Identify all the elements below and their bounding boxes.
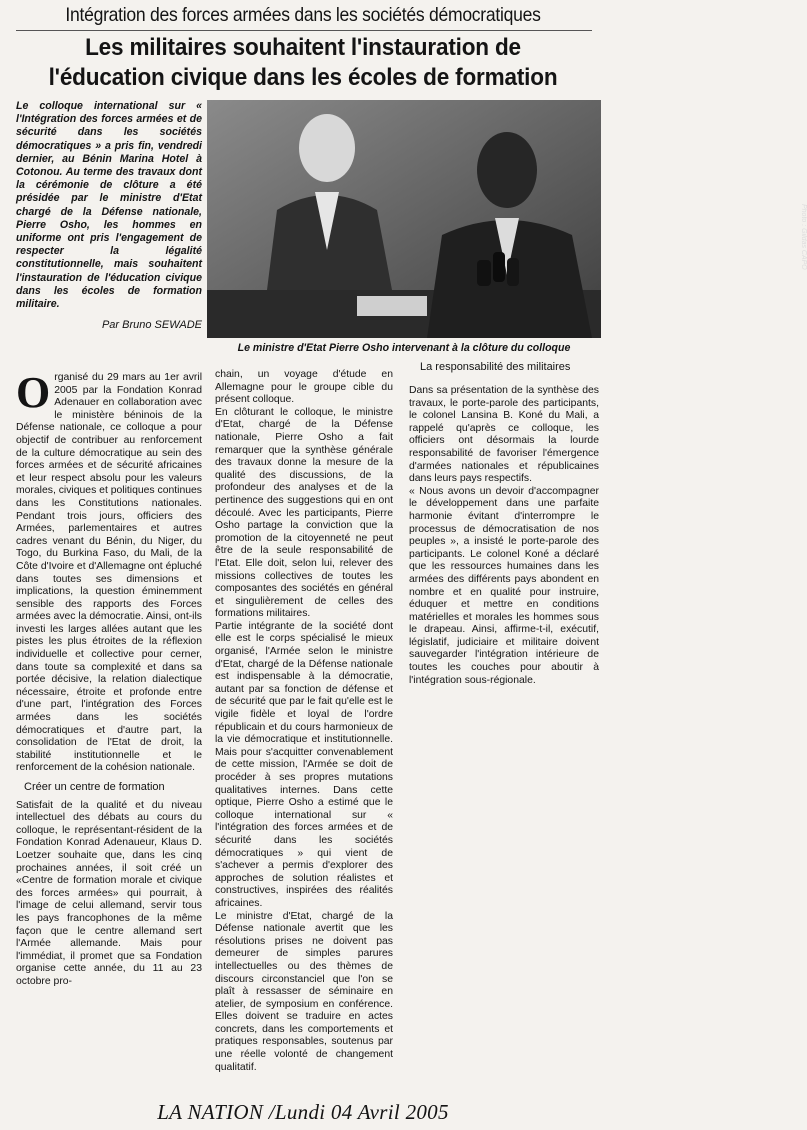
column-3 [409,385,599,687]
section-subhead: La responsabilité des militaires [420,361,571,373]
paragraph: chain, un voyage d'étude en Allemagne pour le groupe cible du présent colloque. [215,369,393,406]
column-2 [215,369,393,1074]
paragraph-text: rganisé du 29 mars au 1er avril 2005 par la Fondation Konrad Adenauer en collaboration avec le ministère béninois de la Défense nationale, ce colloque a pour objectif de contribuer au renforcement de la culture démocratique au sein des forces armées et de sécurité africaines et leur respect absolu pour les valeurs morales, civiques et politiques continues dans les Constitutions nationales. Pendant trois jours, officiers des Armées, parlementaires et autres cadres venant du Bénin, du Niger, du Togo, du Burkina Faso, du Mali, de la Côte d'Ivoire et d'Allemagne ont épluché dans toutes ses dimensions et implications, la question éminemment sensible des rapports des Forces armées avec la démocratie. Ainsi, ont-ils investi les larges allées autant que les pistes les plus étroites de la réflexion individuelle et collective pour cerner, dans toute sa complexité et dans sa portée décisive, la relation dialectique nécessaire, étroite et profonde entre d'une part, l'intégration des Forces armées dans les sociétés démocratiques et d'autre part, la consolidation de l'Etat de droit, la stabilité institutionnelle et le renforcement de la cohésion nationale. [16,372,202,774]
paragraph: « Nous avons un devoir d'accompagner le développement dans une parfaite harmonie évitant d'interrompre le processus de démocratisation de nos peuples », a insisté le porte-parole des participants. Le colonel Koné a déclaré que les ressources humaines dans les armées des différents pays abondent en nombre et en qualité pour instruire, éduquer et mettre en conditions matérielles et morales les hommes sous le drapeau. Ainsi, affirme-t-il, exécutif, législatif, judiciaire et militaire doivent sauvegarder l'intégration intérieure de toutes les couches pour aboutir à l'intégration sous-régionale. [409,485,599,686]
column-1 [16,368,202,989]
article-photo [207,100,807,338]
newspaper-footer: LA NATION /Lundi 04 Avril 2005 [157,1100,449,1124]
headline-line-1: Les militaires souhaitent l'instauration de [85,34,521,61]
article-byline: Par Bruno SEWADE [101,319,202,331]
headline-line-2: l'éducation civique dans les écoles de formation [48,64,558,91]
article-kicker: Intégration des forces armées dans les sociétés démocratiques [65,4,541,26]
paragraph: Satisfait de la qualité et du niveau intellectuel des débats au cours du colloque, le représentant-résident de la Fondation Konrad Adenaueur, Klaus D. Loetzer souhaite que, dans les cinq prochaines années, il soit créé un «Centre de formation morale et civique des forces armées» qui pourrait, à l'image de celui allemand, servir tous les pays francophones de la même façon que le centre allemand sert l'Armée allemande. Mais pour l'immédiat, il promet que sa Fondation organise cette année, du 11 au 23 octobre pro- [16,799,202,987]
article-lead: Le colloque international sur « l'Intégration des forces armées et de sécurité dans les sociétés démocratiques » a pris fin, vendredi dernier, au Bénin Marina Hotel à Cotonou. Au terme des travaux dont la cérémonie de clôture a été présidée par le ministre d'Etat chargé de la Défense nationale, Pierre Osho, les hommes en uniforme ont pris l'engagement de respecter la légalité constitutionnelle, mais souhaitent l'instauration de l'éducation civique dans les écoles de formation militaire. [16,100,202,311]
paragraph: Le ministre d'Etat, chargé de la Défense nationale avertit que les résolutions prises ne doivent pas demeurer de simples parures intellectuelles ou des thèmes de discours circonstanciel que l'on se plaît à ressasser de séminaire en atelier, de symposium en conférence. Elles doivent se traduire en actes concrets, dans les comportements et pratiques responsables, soutenus par une réelle volonté de changement qualitatif. [215,910,393,1073]
section-subhead: Créer un centre de formation [24,781,165,793]
kicker-rule [16,30,592,31]
article-headline [0,33,606,93]
paragraph: Dans sa présentation de la synthèse des travaux, le porte-parole des participants, le colonel Lansina B. Koné du Mali, a rappelé qu'après ce colloque, les officiers ont désormais la lourde responsabilité de favoriser l'émergence d'armées nationales et républicaines dans leurs pays respectifs. [409,385,599,485]
photo-credit: Photo : Gildas CAPO [800,204,807,270]
drop-cap: O [16,368,51,417]
photo-caption: Le ministre d'Etat Pierre Osho intervenant à la clôture du colloque [237,342,571,354]
paragraph: Partie intégrante de la société dont elle est le corps spécialisé le mieux organisé, l'Armée selon le ministre d'Etat, chargé de la Défense nationale est indispensable à la démocratie, autant par sa fonction de défense et de sécurité que par le fait qu'elle est le vigile fidèle et loyal de l'ordre républicain et du cours harmonieux de la vie démocratique et institutionnelle. Mais pour s'acquitter convenablement de cette mission, l'Armée se doit de procéder à ses propres mutations qualitatives internes. Dans cette optique, Pierre Osho a estimé que le colloque international sur « l'intégration des forces armées et de sécurité dans les sociétés démocratiques » qui vient de s'achever a permis d'explorer des approches de solution réalistes et constructives, inspirées des réalités africaines. [215,620,393,909]
paragraph [16,368,202,775]
photo-illustration [207,100,601,338]
paragraph: En clôturant le colloque, le ministre d'Etat, chargé de la Défense nationale, Pierre Osho a fait remarquer que la synthèse générale des travaux donne la mesure de la qualité des discussions, de la profondeur des analyses et de la pertinence des suggestions qui en ont découlé. Avec les participants, Pierre Osho partage la conviction que la promotion de la citoyenneté ne peut être de la seule responsabilité de l'Etat. Elle doit, selon lui, relever des missions collectives de toutes les composantes des sociétés en général et singulièrement de celles des formations militaires. [215,406,393,620]
